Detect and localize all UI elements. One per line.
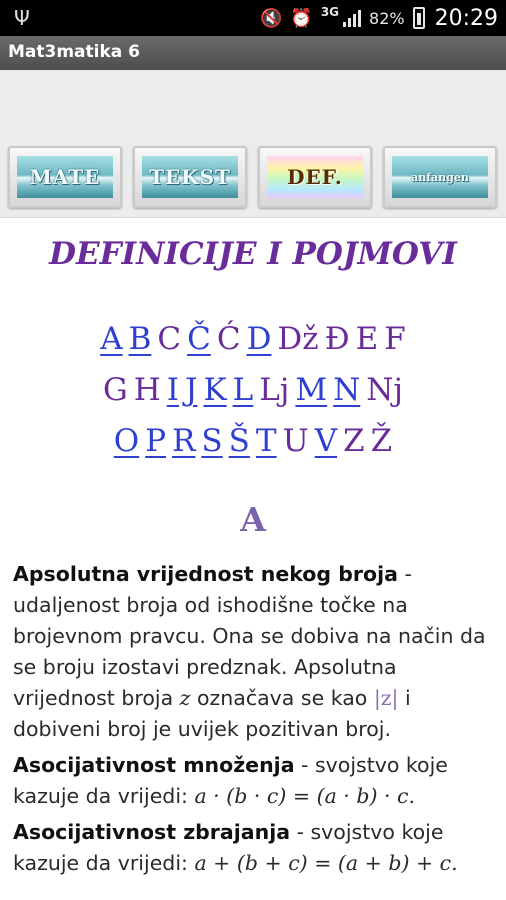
battery-icon xyxy=(413,7,425,29)
definition-term: Apsolutna vrijednost nekog broja xyxy=(13,562,398,586)
letter-link[interactable]: D xyxy=(246,321,272,357)
letter-label: Lj xyxy=(259,372,290,408)
app-title-bar xyxy=(0,36,506,70)
alphabet-row xyxy=(0,416,506,467)
mute-icon: 🔇 xyxy=(259,7,283,29)
letter-label: Ž xyxy=(370,423,393,459)
definition-text: - svojstvo koje kazuje da vrijedi: xyxy=(13,753,448,808)
definition-term: Asocijativnost množenja xyxy=(13,753,295,777)
letter-label: Dž xyxy=(277,321,319,357)
signal-icon xyxy=(343,9,361,27)
letter-label: U xyxy=(282,423,309,459)
start-button[interactable] xyxy=(383,146,497,208)
letter-link[interactable]: K xyxy=(203,372,227,408)
math-formula: a + (b + c) = (a + b) + c. xyxy=(194,851,458,875)
letter-label: Z xyxy=(343,423,365,459)
letter-label: E xyxy=(355,321,379,357)
letter-link[interactable]: S xyxy=(201,423,223,459)
math-formula: a · (b · c) = (a · b) · c. xyxy=(194,784,416,808)
alarm-icon: ⏰ xyxy=(290,7,313,29)
letter-link[interactable]: I xyxy=(166,372,180,408)
definition-text: i dobiveni broj je uvijek pozitivan broj. xyxy=(13,686,411,741)
definition-term: Asocijativnost zbrajanja xyxy=(13,820,291,844)
tekst-button[interactable] xyxy=(133,146,247,208)
alphabet-index xyxy=(0,314,506,467)
letter-link[interactable]: L xyxy=(232,372,254,408)
section-heading: A xyxy=(240,500,266,539)
usb-icon: Ψ xyxy=(14,6,30,30)
math-variable: z xyxy=(179,686,191,710)
definition-text: označava se kao xyxy=(190,686,374,710)
letter-label: Ć xyxy=(216,321,241,357)
letter-link[interactable]: R xyxy=(172,423,196,459)
status-icons xyxy=(260,0,498,36)
letter-link[interactable]: T xyxy=(255,423,277,459)
mate-button-label: MATE xyxy=(17,156,113,198)
letter-link[interactable]: Č xyxy=(187,321,211,357)
page-title: DEFINICIJE I POJMOVI xyxy=(49,236,457,272)
letter-link[interactable]: B xyxy=(128,321,152,357)
definition-item xyxy=(13,559,499,745)
letter-link[interactable]: O xyxy=(113,423,140,459)
tekst-button-label: TEKST xyxy=(142,156,238,198)
definition-item xyxy=(13,750,499,812)
letter-label: F xyxy=(384,321,406,357)
letter-label: Nj xyxy=(366,372,404,408)
alphabet-row xyxy=(0,314,506,365)
letter-link[interactable]: J xyxy=(185,372,198,408)
letter-label: C xyxy=(157,321,182,357)
definition-item xyxy=(13,817,499,879)
battery-percent: 82% xyxy=(369,8,405,28)
letter-label: H xyxy=(133,372,161,408)
letter-link[interactable]: Š xyxy=(228,423,250,459)
mate-button[interactable] xyxy=(8,146,122,208)
letter-link[interactable]: P xyxy=(145,423,167,459)
letter-label: G xyxy=(102,372,128,408)
alphabet-row xyxy=(0,365,506,416)
app-title: Mat3matika 6 xyxy=(8,42,141,62)
definitions-list xyxy=(13,559,499,884)
def-button-label: DEF. xyxy=(267,156,363,198)
status-bar xyxy=(0,0,506,36)
letter-label: Đ xyxy=(324,321,350,357)
definition-text: - svojstvo koje kazuje da vrijedi: xyxy=(13,820,444,875)
letter-link[interactable]: M xyxy=(295,372,328,408)
letter-link[interactable]: N xyxy=(333,372,361,408)
def-button[interactable] xyxy=(258,146,372,208)
math-absolute-value: |z| xyxy=(373,686,399,710)
letter-link[interactable]: V xyxy=(314,423,338,459)
definitions-page[interactable] xyxy=(0,218,506,900)
network-type: 3G xyxy=(320,5,340,19)
clock: 20:29 xyxy=(434,5,498,31)
definition-text: - udaljenost broja od ishodišne točke na brojevnom pravcu. Ona se dobiva na način da se broju izostavi predznak. Apsolutna vrijednost broja xyxy=(13,562,486,710)
letter-link[interactable]: A xyxy=(100,321,123,357)
start-button-label: anfangen xyxy=(392,156,488,198)
